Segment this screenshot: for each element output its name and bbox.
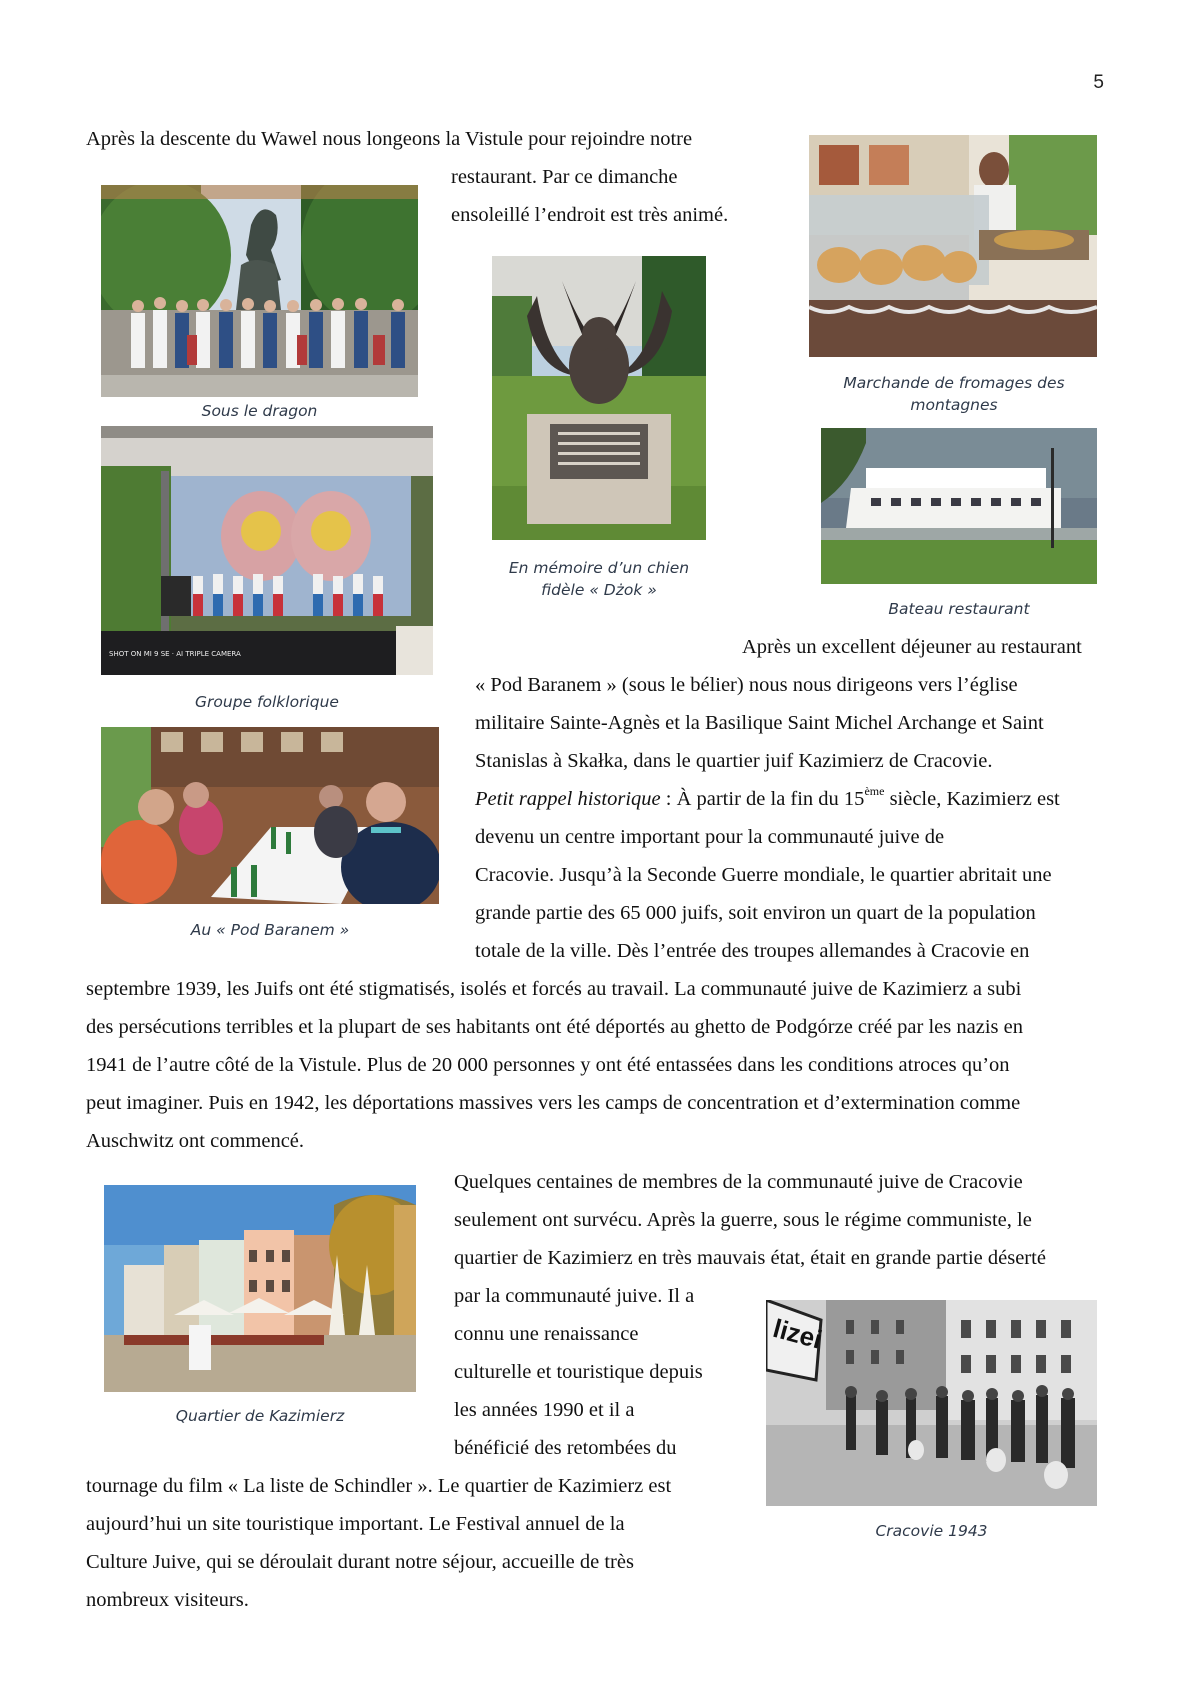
text-line: restaurant. Par ce dimanche <box>451 166 678 188</box>
svg-text:lizei: lizei <box>769 1312 826 1355</box>
historic-text-b: siècle, Kazimierz est <box>884 788 1060 810</box>
text-line: culturelle et touristique depuis <box>454 1361 703 1383</box>
dragon-group-photo <box>101 185 418 397</box>
caption-folk: Groupe folklorique <box>195 693 339 711</box>
caption-dragon: Sous le dragon <box>201 402 318 420</box>
text-line: des persécutions terribles et la plupart de ses habitants ont été déportés au ghetto de Podgórze créé par les nazis en <box>86 1016 1023 1038</box>
historic-label: Petit rappel historique <box>475 788 661 810</box>
caption-dog: En mémoire d’un chien fidèle « Dżok » <box>508 559 690 599</box>
caption-boat: Bateau restaurant <box>888 600 1030 614</box>
text-line: militaire Sainte-Agnès et la Basilique Saint Michel Archange et Saint <box>475 712 1044 734</box>
text-line: « Pod Baranem » (sous le bélier) nous nous dirigeons vers l’église <box>475 674 1018 696</box>
text-line: nombreux visiteurs. <box>86 1589 249 1611</box>
text-line: les années 1990 et il a <box>454 1399 635 1421</box>
text-line: quartier de Kazimierz en très mauvais état, était en grande partie déserté <box>454 1247 1046 1269</box>
text-line: par la communauté juive. Il a <box>454 1285 695 1307</box>
boat-restaurant-photo <box>821 428 1097 584</box>
folk-group-photo <box>101 426 433 675</box>
text-line: totale de la ville. Dès l’entrée des troupes allemandes à Cracovie en <box>475 940 1030 962</box>
text-line: devenu un centre important pour la communauté juive de <box>475 826 945 848</box>
text-line: aujourd’hui un site touristique important. Le Festival annuel de la <box>86 1513 625 1535</box>
historic-superscript: ème <box>864 784 885 799</box>
cheese-vendor-photo <box>809 135 1097 357</box>
text-line: Après un excellent déjeuner au restaurant <box>742 636 1082 658</box>
text-line: tournage du film « La liste de Schindler ». Le quartier de Kazimierz est <box>86 1475 672 1497</box>
text-line: septembre 1939, les Juifs ont été stigmatisés, isolés et forcés au travail. La communauté juive de Kazimierz a subi <box>86 978 1022 1000</box>
photo-camera-watermark: SHOT ON MI 9 SE · AI TRIPLE CAMERA <box>109 650 241 658</box>
caption-restaurant: Au « Pod Baranem » <box>190 921 350 939</box>
text-line: Après la descente du Wawel nous longeons la Vistule pour rejoindre notre <box>86 128 693 150</box>
text-line: connu une renaissance <box>454 1323 639 1345</box>
text-line: Auschwitz ont commencé. <box>86 1130 305 1152</box>
restaurant-photo <box>101 727 439 904</box>
kazimierz-photo <box>104 1185 416 1392</box>
text-line: peut imaginer. Puis en 1942, les déportations massives vers les camps de concentration et d’extermination comme <box>86 1092 1021 1114</box>
text-line: 1941 de l’autre côté de la Vistule. Plus de 20 000 personnes y ont été entassées dans les conditions atroces qu’on <box>86 1054 1010 1076</box>
caption-cheese: Marchande de fromages des montagnes <box>843 374 1065 414</box>
text-line: Cracovie. Jusqu’à la Seconde Guerre mondiale, le quartier abritait une <box>475 864 1052 886</box>
caption-krakow-1943: Cracovie 1943 <box>875 1522 988 1540</box>
text-line: grande partie des 65 000 juifs, soit environ un quart de la population <box>475 902 1036 924</box>
text-line: seulement ont survécu. Après la guerre, sous le régime communiste, le <box>454 1209 1032 1231</box>
page-number: 5 <box>1093 72 1104 93</box>
text-line: bénéficié des retombées du <box>454 1437 677 1459</box>
text-line: Quelques centaines de membres de la communauté juive de Cracovie <box>454 1171 1023 1193</box>
dog-memorial-photo <box>492 256 706 540</box>
historic-text-line <box>475 780 1060 818</box>
caption-kazimierz: Quartier de Kazimierz <box>175 1407 345 1425</box>
text-line: Stanislas à Skałka, dans le quartier juif Kazimierz de Cracovie. <box>475 750 993 772</box>
text-line: Culture Juive, qui se déroulait durant notre séjour, accueille de très <box>86 1551 634 1573</box>
historic-text-a: : À partir de la fin du 15 <box>660 788 865 810</box>
krakow-1943-photo <box>766 1300 1097 1506</box>
text-line: ensoleillé l’endroit est très animé. <box>451 204 729 226</box>
